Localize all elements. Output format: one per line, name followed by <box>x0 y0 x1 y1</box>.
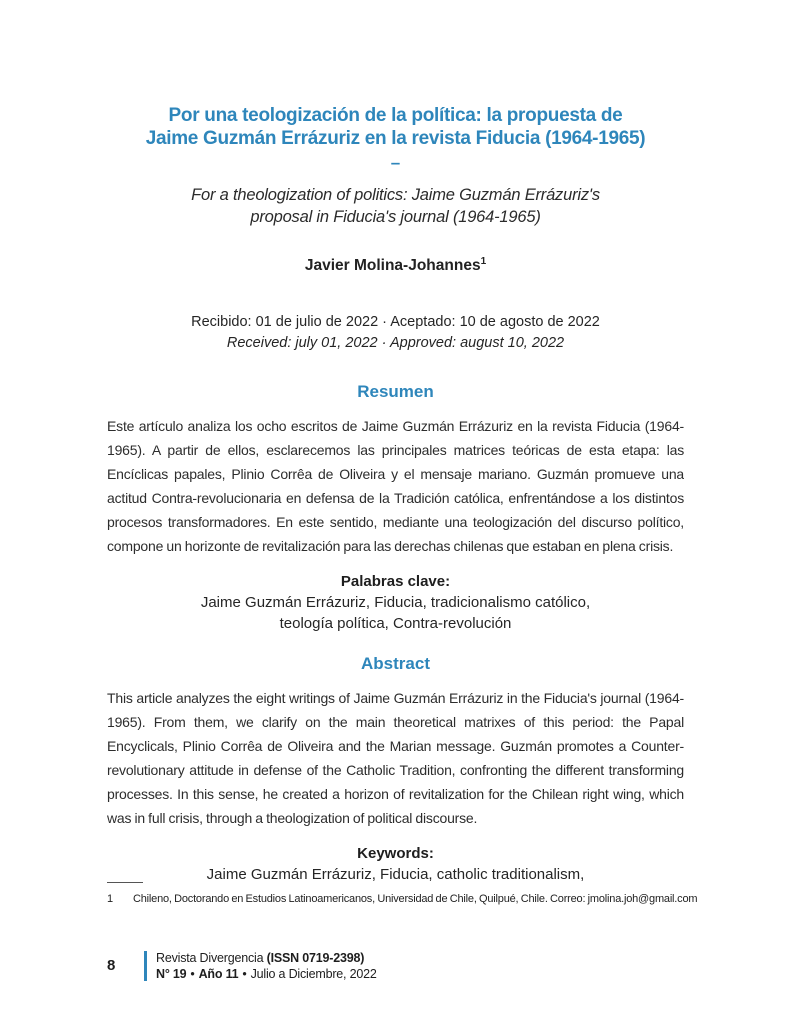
abstract-paragraph: This article analyzes the eight writings of Jaime Guzmán Errázuriz in the Fiducia's journal (1964-1965). From them, we clarify on the main theoretical matrixes of this period: the Papal Encyclicals, Plinio Corrêa de Oliveira and the Marian message. Guzmán promotes a Counter-revolutionary attitude in defense of the Catholic Tradition, confronting the different transforming processes. In this sense, he created a horizon of revitalization for the Chilean right wing, which was in full crisis, through a theologization of political discourse. <box>107 690 684 826</box>
keywords-heading: Keywords: <box>357 845 434 862</box>
footnote-number: 1 <box>107 893 113 905</box>
article-title <box>107 104 684 150</box>
issue-period: Julio a Diciembre, 2022 <box>250 967 377 981</box>
page-number: 8 <box>107 957 116 974</box>
palabras-clave-line-2: teología política, Contra-revolución <box>279 615 512 632</box>
author-name <box>107 256 684 275</box>
article-title-line-1: Por una teologización de la política: la propuesta de <box>168 105 623 126</box>
issue-year: Año 11 <box>198 967 239 981</box>
separator-dot: • <box>190 967 195 981</box>
article-title-english-line-2: proposal in Fiducia's journal (1964-1965) <box>250 208 541 226</box>
issue-number: N° 19 <box>156 967 187 981</box>
footnote-divider-rule <box>107 882 143 883</box>
title-dash-divider: – <box>390 153 401 172</box>
separator-dot: • <box>242 967 247 981</box>
resumen-paragraph: Este artículo analiza los ocho escritos de Jaime Guzmán Errázuriz en la revista Fiducia (1964-1965). A partir de ellos, esclarecemos las principales matrices teóricas de esta etapa: las Encíclicas papales, Plinio Corrêa de Oliveira y el mensaje mariano. Guzmán promueve una actitud Contra-revolucionaria en defensa de la Tradición católica, enfrentándose a los distintos procesos transformadores. En este sentido, mediante una teologización del discurso político, compone un horizonte de revitalización para las derechas chilenas que estaban en plena crisis. <box>107 418 684 554</box>
abstract-heading: Abstract <box>361 654 430 673</box>
journal-info <box>156 950 377 982</box>
footnote-block <box>107 882 698 905</box>
journal-issue-line <box>156 966 377 982</box>
author-footnote-marker: 1 <box>480 256 487 267</box>
article-title-english <box>107 184 684 228</box>
keywords-line-1: Jaime Guzmán Errázuriz, Fiducia, catholic traditionalism, <box>206 866 585 881</box>
resumen-heading: Resumen <box>357 382 434 401</box>
palabras-clave-line-1: Jaime Guzmán Errázuriz, Fiducia, tradicionalismo católico, <box>200 594 591 611</box>
journal-name-issn-line <box>156 950 377 966</box>
article-title-line-2: Jaime Guzmán Errázuriz en la revista Fiducia (1964-1965) <box>145 128 646 149</box>
footer-accent-bar <box>144 951 147 981</box>
journal-issn: (ISSN 0719-2398) <box>266 951 365 965</box>
page-footer <box>0 948 791 988</box>
article-title-english-line-1: For a theologization of politics: Jaime Guzmán Errázuriz's <box>191 186 600 204</box>
dates-block <box>107 312 684 354</box>
received-accepted-english: Received: july 01, 2022 · Approved: august 10, 2022 <box>226 335 565 351</box>
received-accepted-spanish: Recibido: 01 de julio de 2022 · Aceptado: 10 de agosto de 2022 <box>191 314 600 330</box>
journal-name: Revista Divergencia <box>156 951 267 965</box>
author-name-text: Javier Molina-Johannes <box>304 257 481 275</box>
footnote-text: Chileno, Doctorando en Estudios Latinoamericanos, Universidad de Chile, Quilpué, Chile. Correo: jmolina.joh@gmail.com <box>133 893 698 905</box>
palabras-clave-heading: Palabras clave: <box>340 573 451 590</box>
abstract-sections <box>107 381 684 881</box>
